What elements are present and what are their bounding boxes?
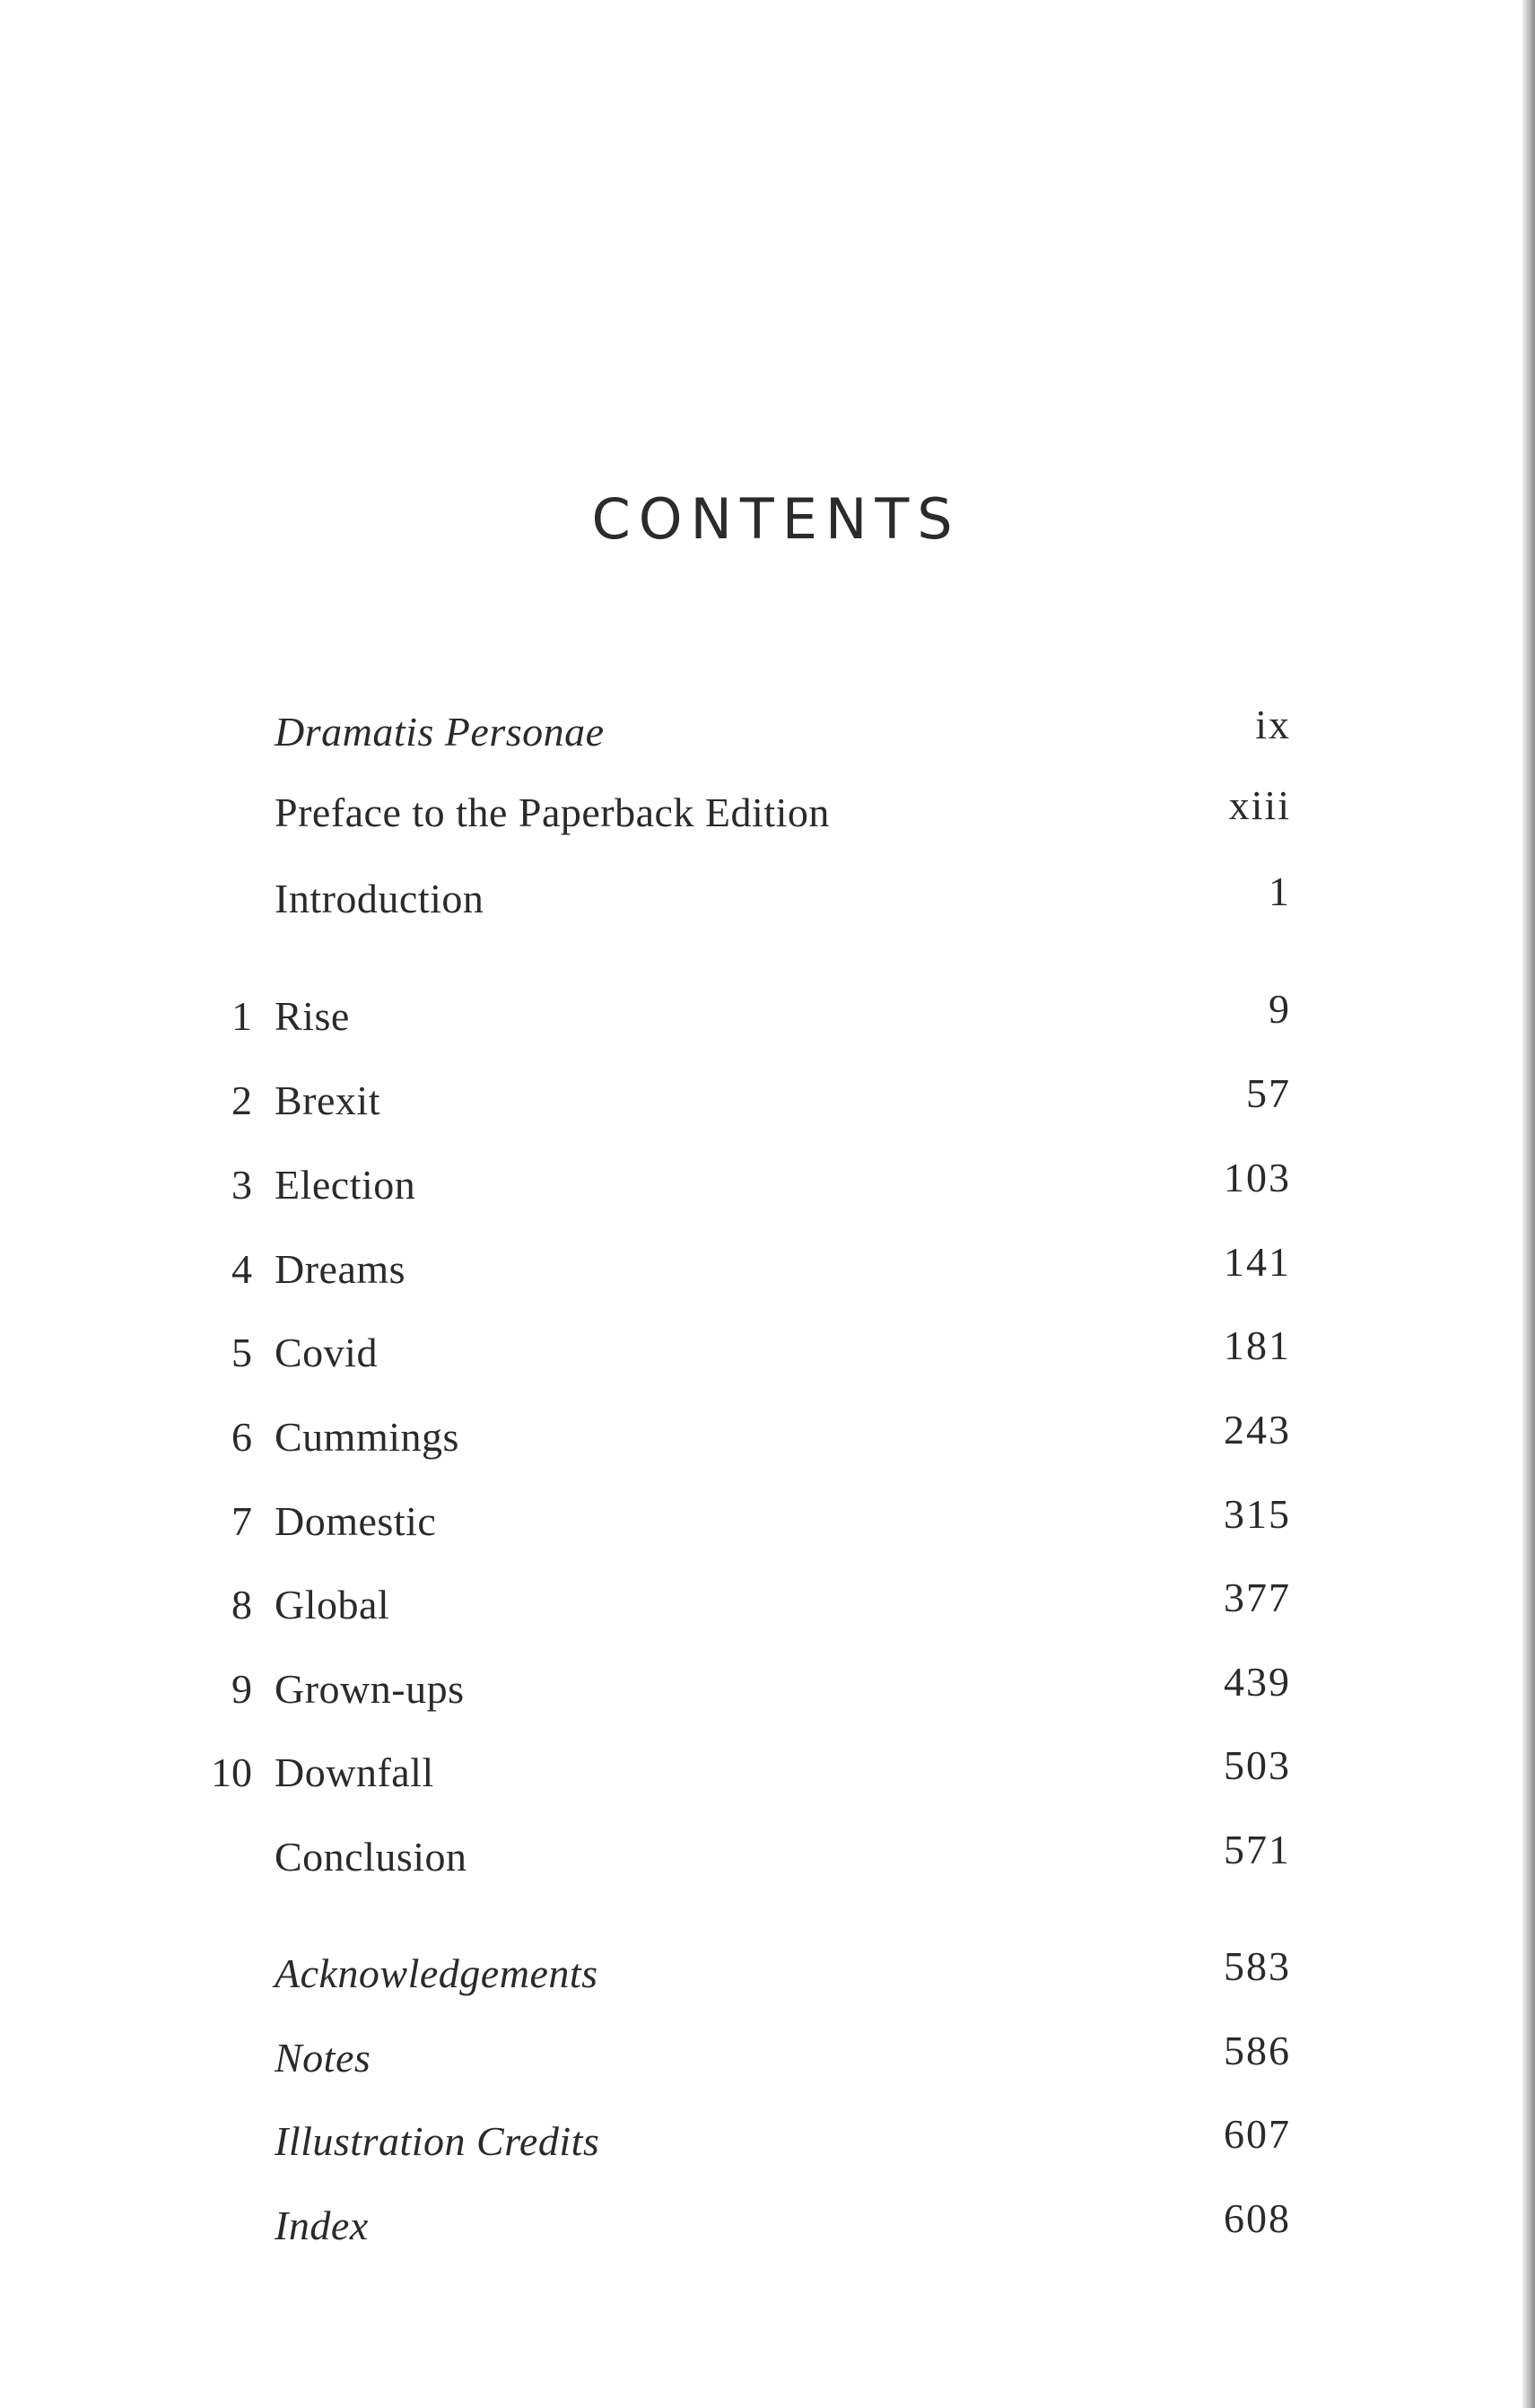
toc-entry-page: 607 — [1224, 2111, 1291, 2157]
toc-entry-title: Dramatis Personae — [275, 709, 605, 755]
toc-entry-chapter-10[interactable] — [0, 1733, 1535, 1805]
toc-entry-number: 5 — [231, 1330, 252, 1375]
toc-entry-illustration-credits[interactable] — [0, 2102, 1535, 2174]
toc-entry-acknowledgements[interactable] — [0, 1934, 1535, 2006]
toc-entry-title: Notes — [275, 2035, 371, 2081]
toc-entry-chapter-7[interactable] — [0, 1482, 1535, 1554]
toc-entry-number: 7 — [231, 1498, 252, 1544]
toc-entry-title: Covid — [275, 1330, 378, 1375]
toc-entry-dramatis-personae[interactable] — [0, 693, 1535, 764]
toc-entry-page: 571 — [1224, 1827, 1291, 1872]
toc-entry-page: ix — [1255, 702, 1291, 747]
toc-entry-title: Conclusion — [275, 1834, 467, 1880]
toc-entry-chapter-4[interactable] — [0, 1230, 1535, 1302]
toc-entry-number: 3 — [231, 1162, 252, 1208]
toc-entry-number: 9 — [231, 1666, 252, 1712]
toc-entry-title: Illustration Credits — [275, 2118, 600, 2164]
toc-entry-page: 503 — [1224, 1742, 1291, 1788]
toc-entry-preface[interactable] — [0, 773, 1535, 845]
toc-entry-page: 377 — [1224, 1575, 1291, 1620]
toc-entry-chapter-1[interactable] — [0, 977, 1535, 1049]
toc-entry-chapter-2[interactable] — [0, 1061, 1535, 1133]
toc-entry-title: Brexit — [275, 1077, 380, 1123]
toc-entry-conclusion[interactable] — [0, 1818, 1535, 1889]
toc-entry-title: Preface to the Paperback Edition — [275, 790, 830, 835]
toc-entry-title: Cummings — [275, 1414, 459, 1460]
toc-entry-number: 8 — [231, 1582, 252, 1627]
toc-entry-chapter-8[interactable] — [0, 1566, 1535, 1637]
toc-entry-title: Introduction — [275, 876, 484, 921]
toc-entry-number: 10 — [211, 1749, 252, 1795]
toc-entry-chapter-9[interactable] — [0, 1650, 1535, 1722]
toc-entry-page: 608 — [1224, 2195, 1291, 2241]
toc-entry-chapter-3[interactable] — [0, 1146, 1535, 1217]
toc-entry-number: 2 — [231, 1077, 252, 1123]
toc-entry-page: 1 — [1269, 868, 1291, 914]
toc-entry-title: Downfall — [275, 1749, 434, 1795]
toc-entry-title: Global — [275, 1582, 390, 1627]
toc-entry-page: 103 — [1224, 1155, 1291, 1200]
toc-entry-title: Election — [275, 1162, 416, 1208]
toc-entry-page: 57 — [1246, 1070, 1291, 1116]
toc-entry-title: Rise — [275, 993, 350, 1039]
toc-entry-page: 141 — [1224, 1239, 1291, 1285]
toc-entry-chapter-5[interactable] — [0, 1313, 1535, 1385]
toc-entry-page: 315 — [1224, 1491, 1291, 1537]
toc-entry-page: 586 — [1224, 2028, 1291, 2073]
toc-entry-title: Index — [275, 2203, 369, 2248]
toc-entry-title: Grown-ups — [275, 1666, 465, 1712]
toc-entry-number: 4 — [231, 1246, 252, 1292]
toc-entry-index[interactable] — [0, 2186, 1535, 2258]
toc-entry-title: Domestic — [275, 1498, 437, 1544]
page-title: CONTENTS — [591, 485, 961, 552]
toc-entry-page: 583 — [1224, 1943, 1291, 1989]
toc-entry-chapter-6[interactable] — [0, 1398, 1535, 1470]
toc-entry-page: 243 — [1224, 1407, 1291, 1453]
toc-entry-introduction[interactable] — [0, 859, 1535, 931]
toc-entry-page: xiii — [1228, 782, 1291, 828]
toc-entry-page: 9 — [1269, 986, 1291, 1032]
toc-entry-notes[interactable] — [0, 2019, 1535, 2090]
toc-entry-number: 1 — [231, 993, 252, 1039]
toc-entry-title: Dreams — [275, 1246, 406, 1292]
toc-entry-page: 181 — [1224, 1322, 1291, 1368]
toc-entry-page: 439 — [1224, 1659, 1291, 1705]
toc-entry-title: Acknowledgements — [275, 1950, 598, 1996]
toc-entry-number: 6 — [231, 1414, 252, 1460]
